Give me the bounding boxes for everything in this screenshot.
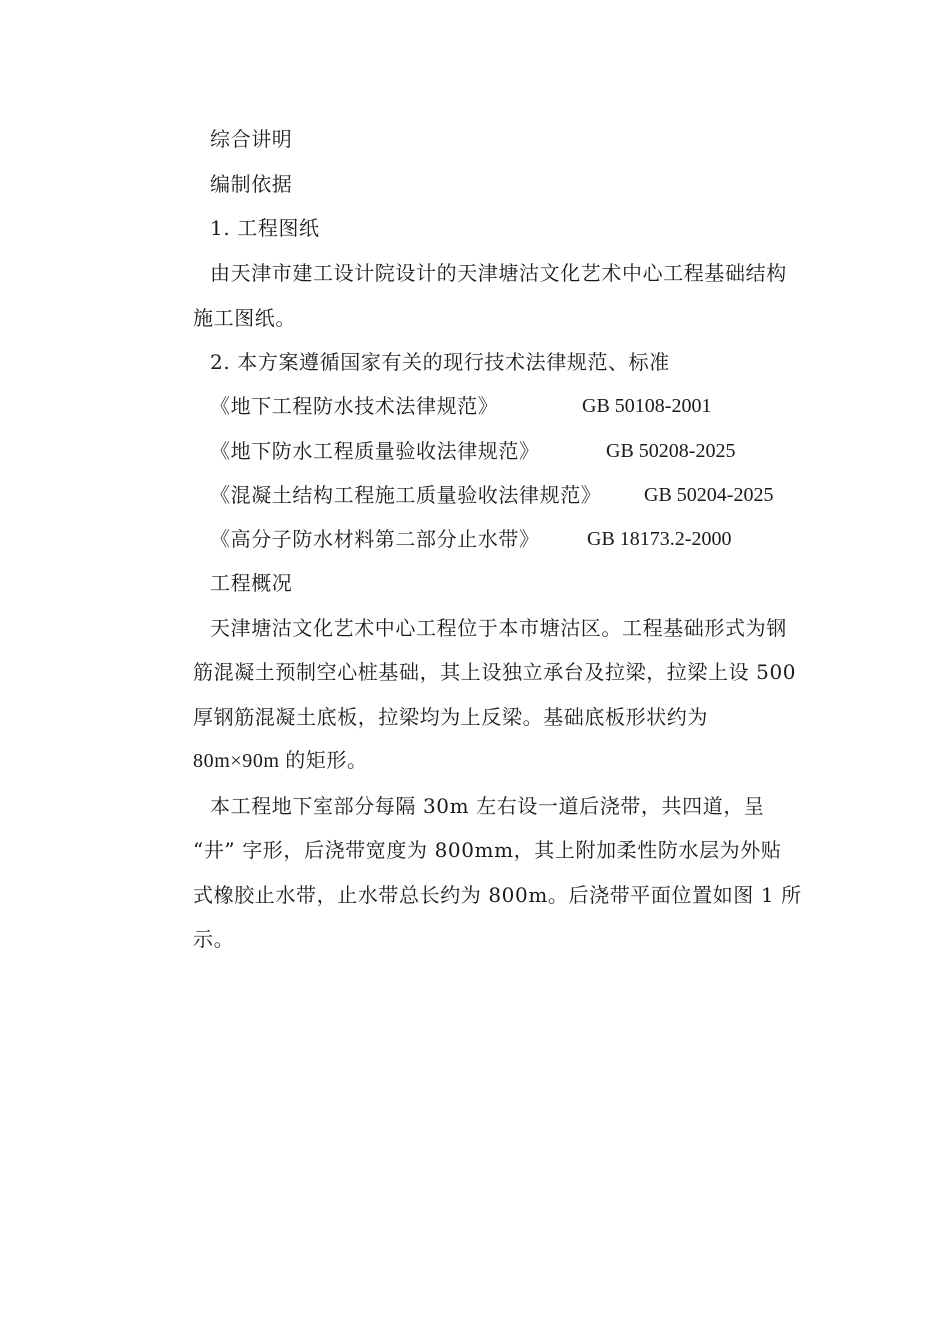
heading-project: 工程概况: [210, 571, 293, 595]
standard-code: GB 18173.2-2000: [587, 528, 732, 550]
para2-line2: “井” 字形，后浇带宽度为 800mm，其上附加柔性防水层为外贴: [193, 838, 782, 862]
para2-line1: 本工程地下室部分每隔 30m 左右设一道后浇带，共四道，呈: [210, 794, 765, 818]
para2-line3: 式橡胶止水带，止水带总长约为 800m。后浇带平面位置如图 1 所: [193, 883, 802, 907]
item1-text-line2: 施工图纸。: [193, 306, 296, 330]
standard-title: 《地下工程防水技术法律规范》: [210, 394, 499, 418]
para1-line2: 筋混凝土预制空心桩基础，其上设独立承台及拉梁，拉梁上设 500: [193, 660, 797, 684]
standard-code: GB 50208-2025: [606, 440, 736, 462]
standard-title: 《混凝土结构工程施工质量验收法律规范》: [210, 483, 602, 507]
heading-overview: 综合讲明: [210, 127, 293, 151]
heading-basis: 编制依据: [210, 172, 293, 196]
item1-title: 1. 工程图纸: [210, 216, 320, 240]
standard-code: GB 50204-2025: [644, 484, 774, 506]
para1-line4: 80m×90m 的矩形。: [193, 750, 368, 772]
item2-title: 2. 本方案遵循国家有关的现行技术法律规范、标准: [210, 350, 670, 374]
standard-title: 《地下防水工程质量验收法律规范》: [210, 439, 540, 463]
para2-line4: 示。: [193, 927, 235, 951]
item1-text-line1: 由天津市建工设计院设计的天津塘沽文化艺术中心工程基础结构: [210, 261, 787, 285]
standard-title: 《高分子防水材料第二部分止水带》: [210, 527, 540, 551]
para1-line3: 厚钢筋混凝土底板，拉梁均为上反梁。基础底板形状约为: [193, 705, 708, 729]
standard-code: GB 50108-2001: [582, 395, 712, 417]
para1-line1: 天津塘沽文化艺术中心工程位于本市塘沽区。工程基础形式为钢: [210, 616, 787, 640]
